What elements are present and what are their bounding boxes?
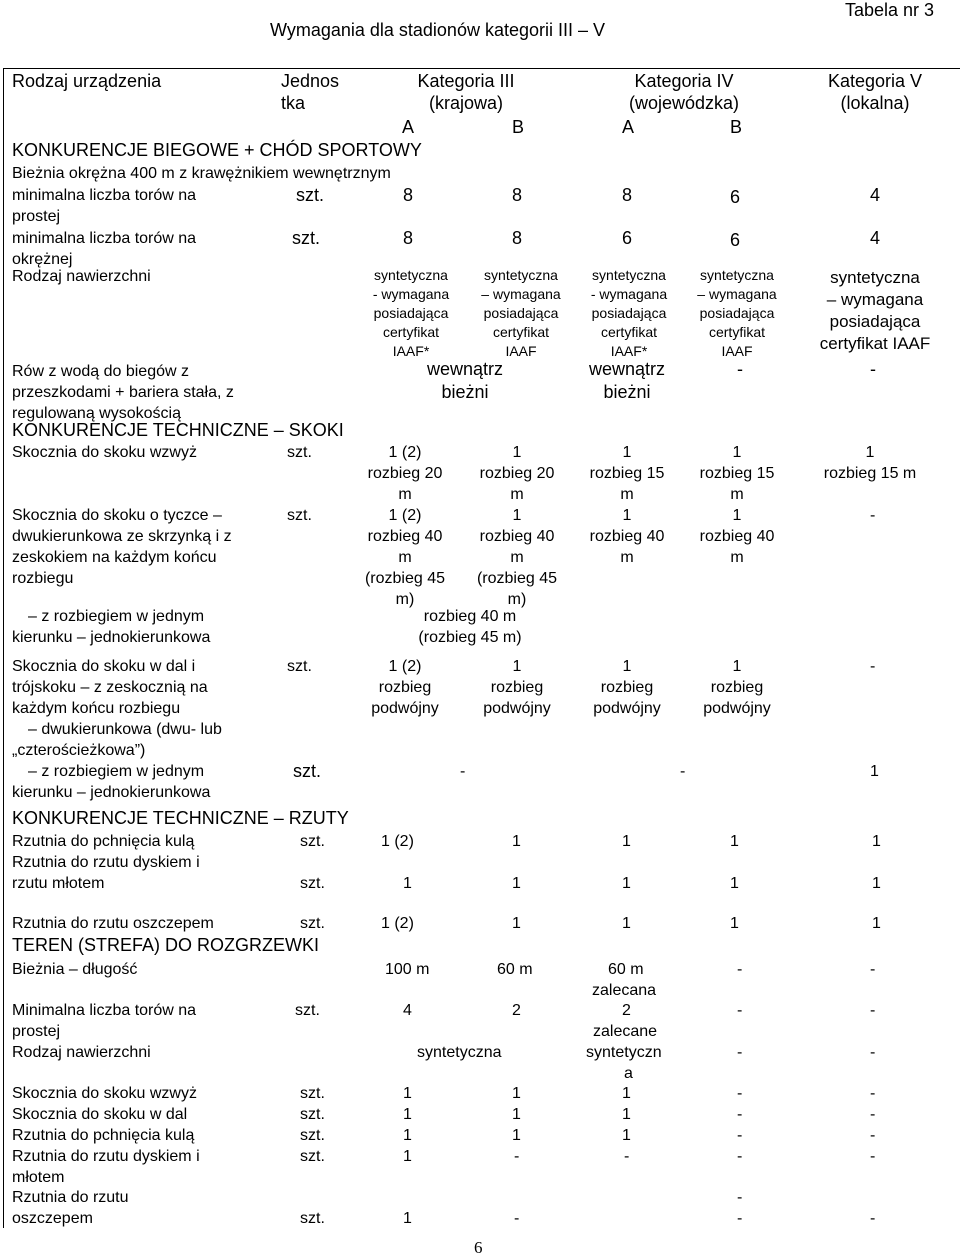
cell-value: -	[514, 1210, 520, 1227]
cell-value: -	[460, 763, 466, 780]
col-header-3a: A	[402, 117, 415, 137]
row-label: regulowaną wysokością	[12, 405, 181, 422]
row-label: zeskokiem na każdym końcu	[12, 549, 217, 566]
cell-value: -	[870, 1210, 876, 1227]
unit: szt.	[296, 185, 325, 205]
cell-value: 1	[872, 875, 881, 892]
cell-value: a	[624, 1065, 633, 1082]
cell-nawierzchnia-4a: syntetyczna - wymagana posiadająca certyfikat IAAF*	[590, 267, 668, 359]
row-label: – z rozbiegiem w jednym	[28, 763, 205, 780]
section-subtitle-biezna: Bieżnia okrężna 400 m z krawężnikiem wewnętrznym	[12, 165, 391, 182]
col-header-kat3: Kategoria III	[417, 71, 515, 91]
cell-dal-3a: 1 (2) rozbieg podwójny	[371, 658, 439, 717]
cell-value: 1	[622, 833, 631, 850]
row-label: prostej	[12, 1023, 61, 1040]
cell-value: 60 m	[608, 961, 644, 978]
row-label: okrężnej	[12, 251, 73, 268]
row-label: Rzutnia do rzutu	[12, 1189, 129, 1206]
col-header-4b: B	[730, 117, 743, 137]
row-label: Rzutnia do rzutu oszczepem	[12, 915, 214, 932]
cell-value: 1	[512, 915, 521, 932]
cell-value: 8	[512, 185, 523, 205]
unit: szt.	[295, 1002, 320, 1019]
cell-value: 8	[403, 228, 414, 248]
row-label: rzutu młotem	[12, 875, 105, 892]
cell-value: 2	[512, 1002, 521, 1019]
cell-value: -	[870, 658, 876, 675]
row-label: Rodzaj nawierzchni	[12, 268, 151, 285]
cell-value: -	[737, 1210, 743, 1227]
cell-value: 1	[403, 1148, 412, 1165]
section-title-biegi: KONKURENCJE BIEGOWE + CHÓD SPORTOWY	[12, 140, 422, 160]
cell-dal-4b: 1 rozbieg podwójny	[703, 658, 771, 717]
cell-value: 8	[512, 228, 523, 248]
cell-value: -	[737, 1085, 743, 1102]
row-label: Rodzaj nawierzchni	[12, 1044, 151, 1061]
cell-value: -	[737, 1127, 743, 1144]
cell-value: -	[737, 1044, 743, 1061]
row-label: kierunku – jednokierunkowa	[12, 629, 211, 646]
cell-value: -	[870, 1085, 876, 1102]
cell-wzwyz-3b: 1 rozbieg 20 m	[479, 444, 555, 503]
cell-value: 1	[622, 1127, 631, 1144]
row-label: Rzutnia do pchnięcia kulą	[12, 833, 195, 850]
cell-value: -	[680, 763, 686, 780]
table-left-border	[3, 68, 4, 1228]
row-label: Skocznia do skoku w dal i	[12, 658, 196, 675]
row-label: rozbiegu	[12, 570, 74, 587]
unit: szt.	[300, 915, 325, 932]
cell-value: 1	[622, 1085, 631, 1102]
cell-value: -	[737, 1106, 743, 1123]
cell-value: 1	[403, 1106, 412, 1123]
cell-value: 1	[512, 1106, 521, 1123]
cell-value: 6	[730, 187, 741, 207]
cell-value: 1	[512, 1085, 521, 1102]
unit: szt.	[293, 761, 322, 781]
cell-value: 4	[870, 228, 881, 248]
cell-nawierzchnia-5: syntetyczna – wymagana posiadająca certyfikat IAAF	[819, 268, 931, 353]
unit: szt.	[292, 228, 321, 248]
cell-value: -	[870, 1106, 876, 1123]
cell-value: 1	[622, 915, 631, 932]
cell-value: 4	[870, 185, 881, 205]
cell-value: 1	[512, 1127, 521, 1144]
row-label: Rów z wodą do biegów z	[12, 363, 189, 380]
cell-nawierzchnia-3a: syntetyczna - wymagana posiadająca certyfikat IAAF*	[372, 267, 450, 359]
cell-value: -	[737, 1148, 743, 1165]
cell-value: 1	[512, 833, 521, 850]
row-label: minimalna liczba torów na	[12, 230, 197, 247]
cell-value: 1	[512, 875, 521, 892]
row-label: każdym końcu rozbiegu	[12, 700, 181, 717]
cell-dal-3b: 1 rozbieg podwójny	[483, 658, 551, 717]
cell-value: 1	[870, 763, 879, 780]
cell-value: -	[870, 507, 876, 524]
cell-nawierzchnia-4b: syntetyczna – wymagana posiadająca certyfikat IAAF	[697, 267, 777, 359]
row-label: trójskoku – z zeskocznią na	[12, 679, 208, 696]
row-label: Skocznia do skoku wzwyż	[12, 444, 197, 461]
cell-value: -	[624, 1148, 630, 1165]
col-header-jednostka-2: tka	[281, 93, 306, 113]
row-label: minimalna liczba torów na	[12, 187, 197, 204]
cell-value: 1	[403, 1210, 412, 1227]
unit: szt.	[300, 1210, 325, 1227]
cell-value: 1	[622, 875, 631, 892]
unit: szt.	[300, 1148, 325, 1165]
cell-tyczka-3b: 1 rozbieg 40 m (rozbieg 45 m)	[476, 507, 558, 608]
cell-wzwyz-5: 1 rozbieg 15 m	[823, 444, 917, 482]
cell-value: 8	[622, 185, 633, 205]
row-label: Rzutnia do pchnięcia kulą	[12, 1127, 195, 1144]
cell-value: -	[870, 961, 876, 978]
cell-value: zalecane	[593, 1023, 658, 1040]
unit: szt.	[300, 1085, 325, 1102]
cell-wzwyz-4a: 1 rozbieg 15 m	[589, 444, 665, 503]
unit: szt.	[300, 833, 325, 850]
cell-value: 1	[403, 875, 412, 892]
cell-value: syntetyczn	[586, 1044, 662, 1061]
cell-value: -	[870, 1044, 876, 1061]
cell-value: 1	[403, 1085, 412, 1102]
cell-wzwyz-3a: 1 (2) rozbieg 20 m	[367, 444, 443, 503]
cell-value: bieżni	[603, 382, 651, 402]
cell-nawierzchnia-3b: syntetyczna – wymagana posiadająca certyfikat IAAF	[481, 267, 561, 359]
row-label: oszczepem	[12, 1210, 93, 1227]
cell-tyczka-3a: 1 (2) rozbieg 40 m (rozbieg 45 m)	[364, 507, 446, 608]
cell-tyczka-4a: 1 rozbieg 40 m	[589, 507, 665, 566]
cell-value: -	[870, 1127, 876, 1144]
cell-value: 1	[730, 833, 739, 850]
unit: szt.	[300, 875, 325, 892]
row-label: przeszkodami + bariera stała, z	[12, 384, 234, 401]
cell-value: 100 m	[385, 961, 430, 978]
table-number: Tabela nr 3	[845, 0, 935, 20]
col-header-kat4: Kategoria IV	[634, 71, 734, 91]
section-title-rozgrzewka: TEREN (STREFA) DO ROZGRZEWKI	[12, 935, 320, 955]
cell-value: syntetyczna	[417, 1044, 502, 1061]
cell-dal-4a: 1 rozbieg podwójny	[593, 658, 661, 717]
table-top-border	[3, 68, 960, 69]
cell-value: 6	[622, 228, 633, 248]
cell-value: 1	[730, 915, 739, 932]
cell-value: 60 m	[497, 961, 533, 978]
cell-value: 1	[403, 1127, 412, 1144]
cell-value: 1	[622, 1106, 631, 1123]
row-label: Skocznia do skoku o tyczce –	[12, 507, 222, 524]
cell-value: 6	[730, 230, 741, 250]
col-header-rodzaj: Rodzaj urządzenia	[12, 71, 162, 91]
cell-value: 1	[872, 915, 881, 932]
cell-value: 4	[403, 1002, 412, 1019]
cell-value: 1	[730, 875, 739, 892]
cell-value: -	[737, 359, 743, 379]
cell-value: bieżni	[441, 382, 489, 402]
unit: szt.	[287, 658, 312, 675]
row-label: Bieżnia – długość	[12, 961, 138, 978]
cell-value: -	[870, 1002, 876, 1019]
row-label: kierunku – jednokierunkowa	[12, 784, 211, 801]
unit: szt.	[300, 1127, 325, 1144]
row-label: Minimalna liczba torów na	[12, 1002, 197, 1019]
col-header-kat4-sub: (wojewódzka)	[628, 93, 740, 113]
row-label: Skocznia do skoku wzwyż	[12, 1085, 197, 1102]
cell-value: -	[737, 1189, 743, 1206]
cell-wzwyz-4b: 1 rozbieg 15 m	[699, 444, 775, 503]
cell-value: -	[737, 1002, 743, 1019]
cell-value: zalecana	[592, 982, 657, 999]
cell-value: -	[737, 961, 743, 978]
col-header-jednostka-1: Jednos	[281, 71, 340, 91]
section-title-rzuty: KONKURENCJE TECHNICZNE – RZUTY	[12, 808, 349, 828]
cell-value: -	[514, 1148, 520, 1165]
cell-value: 1 (2)	[381, 833, 414, 850]
col-header-3b: B	[512, 117, 525, 137]
unit: szt.	[300, 1106, 325, 1123]
cell-value: (rozbieg 45 m)	[418, 629, 522, 646]
page-number: 6	[474, 1238, 483, 1257]
row-label: – z rozbiegiem w jednym	[28, 608, 205, 625]
col-header-kat5-sub: (lokalna)	[840, 93, 910, 113]
cell-value: wewnątrz	[588, 359, 666, 379]
col-header-kat5: Kategoria V	[827, 71, 923, 91]
cell-value: 2	[622, 1002, 631, 1019]
row-label: – dwukierunkowa (dwu- lub	[28, 721, 222, 738]
unit: szt.	[287, 444, 312, 461]
row-label: Skocznia do skoku w dal	[12, 1106, 188, 1123]
row-label: młotem	[12, 1169, 65, 1186]
col-header-kat3-sub: (krajowa)	[428, 93, 503, 113]
row-label: Rzutnia do rzutu dyskiem i	[12, 1148, 200, 1165]
cell-value: wewnątrz	[426, 359, 504, 379]
cell-value: -	[870, 359, 876, 379]
row-label: „czterościeżkowa”)	[12, 742, 146, 759]
section-title-skoki: KONKURENCJE TECHNICZNE – SKOKI	[12, 420, 344, 440]
unit: szt.	[287, 507, 312, 524]
row-label: prostej	[12, 208, 61, 225]
row-label: dwukierunkowa ze skrzynką i z	[12, 528, 232, 545]
cell-value: rozbieg 40 m	[423, 608, 517, 625]
cell-tyczka-4b: 1 rozbieg 40 m	[699, 507, 775, 566]
col-header-4a: A	[622, 117, 635, 137]
cell-value: 1 (2)	[381, 915, 414, 932]
cell-value: -	[870, 1148, 876, 1165]
row-label: Rzutnia do rzutu dyskiem i	[12, 854, 200, 871]
document-title: Wymagania dla stadionów kategorii III – V	[270, 20, 606, 40]
cell-value: 8	[403, 185, 414, 205]
cell-value: 1	[872, 833, 881, 850]
